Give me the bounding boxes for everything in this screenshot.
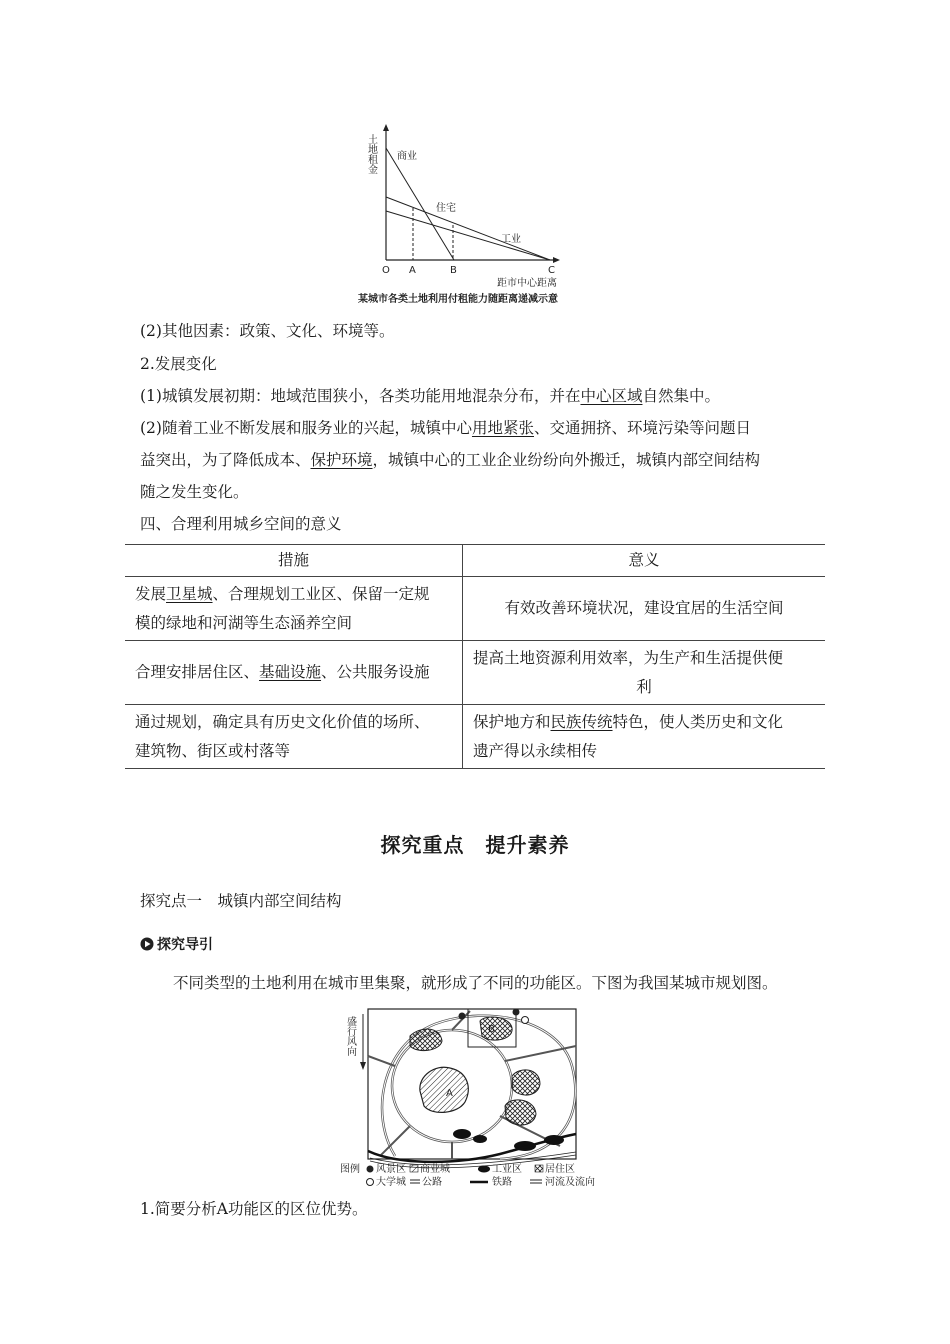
later-stage-line2: 益突出，为了降低成本、保护环境，城镇中心的工业企业纷纷向外搬迁，城镇内部空间结构 (140, 451, 761, 469)
line-industrial (386, 211, 550, 260)
residential-zone (512, 1070, 540, 1095)
label-residential: 住宅 (436, 203, 456, 214)
legend-river: 河流及流向 (545, 1177, 595, 1188)
dev-change-heading: 2.发展变化 (140, 355, 217, 373)
row3-measure: 通过规划，确定具有历史文化价值的场所、 建筑物、街区或村落等 (135, 712, 430, 760)
wind-label: 盛行风向 (344, 1016, 356, 1056)
legend-university: 大学城 (376, 1177, 406, 1188)
row1-significance: 有效改善环境状况，建设宜居的生活空间 (463, 577, 826, 641)
scenic-area-icon (513, 1009, 520, 1016)
tick-c: C (548, 265, 555, 276)
label-commercial: 商业 (397, 151, 417, 162)
explore-point-heading: 探究点一 城镇内部空间结构 (140, 892, 342, 910)
commercial-legend-icon (410, 1165, 418, 1172)
wind-arrowhead (360, 1062, 366, 1070)
section-4-heading: 四、合理利用城乡空间的意义 (140, 515, 342, 533)
x-axis-arrow (553, 257, 560, 263)
commercial-zone-a (420, 1067, 468, 1112)
zone-b-label: B (488, 1024, 495, 1035)
measures-table (125, 544, 825, 769)
legend-scenic: 风景区 (376, 1164, 406, 1175)
industrial-legend-icon (478, 1166, 490, 1173)
university-icon (367, 1179, 374, 1186)
other-factors: (2)其他因素：政策、文化、环境等。 (140, 322, 395, 340)
later-stage-line1: (2)随着工业不断发展和服务业的兴起，城镇中心用地紧张、交通拥挤、环境污染等问题日 (140, 419, 751, 437)
question-1: 1.简要分析A功能区的区位优势。 (140, 1200, 368, 1218)
section-title: 探究重点 提升素养 (380, 833, 570, 857)
row2-measure: 合理安排居住区、基础设施、公共服务设施 (125, 641, 463, 705)
row1-measure: 发展卫星城、合理规划工业区、保留一定规 模的绿地和河湖等生态涵养空间 (125, 577, 463, 641)
residential-legend-icon (535, 1165, 543, 1172)
tick-a: A (409, 265, 416, 276)
intro-paragraph: 不同类型的土地利用在城市里集聚，就形成了不同的功能区。下图为我国某城市规划图。 (173, 974, 778, 992)
y-axis-label: 土地租金 (365, 134, 377, 174)
tick-o: O (382, 265, 390, 276)
legend-road: 公路 (422, 1177, 442, 1188)
legend-industrial: 工业区 (492, 1164, 522, 1175)
y-axis-arrow (383, 124, 389, 131)
label-industrial: 工业 (501, 234, 521, 245)
tick-b: B (450, 265, 457, 276)
legend-railway: 铁路 (492, 1177, 512, 1188)
scenic-area-icon (459, 1013, 466, 1020)
x-axis-label: 距市中心距离 (497, 278, 557, 289)
later-stage-line3: 随之发生变化。 (140, 483, 249, 501)
legend-title: 图例 (340, 1164, 360, 1175)
university-icon (522, 1017, 529, 1024)
residential-zone-b (480, 1017, 512, 1040)
city-plan-map (340, 1006, 620, 1190)
industrial-zone (453, 1129, 471, 1139)
chart-caption: 某城市各类土地利用付租能力随距离递减示意 (358, 294, 558, 305)
early-stage: (1)城镇发展初期：地域范围狭小，各类功能用地混杂分布，并在中心区域自然集中。 (140, 387, 720, 405)
play-circle-icon (140, 937, 154, 951)
header-measures: 措施 (125, 545, 463, 577)
line-residential (386, 197, 550, 260)
explore-guide: 探究导引 (140, 934, 213, 954)
legend-commercial: 商业城 (420, 1164, 450, 1175)
row2-significance: 提高土地资源利用效率，为生产和生活提供便 利 (463, 641, 826, 705)
legend-residential: 居住区 (545, 1164, 575, 1175)
row3-significance: 保护地方和民族传统特色，使人类历史和文化 遗产得以永续相传 (463, 705, 826, 769)
scenic-area-icon (367, 1166, 374, 1173)
zone-a-label: A (446, 1088, 453, 1099)
industrial-zone (473, 1135, 487, 1143)
header-significance: 意义 (463, 545, 826, 577)
land-rent-chart (355, 118, 605, 310)
residential-zone (410, 1029, 442, 1051)
